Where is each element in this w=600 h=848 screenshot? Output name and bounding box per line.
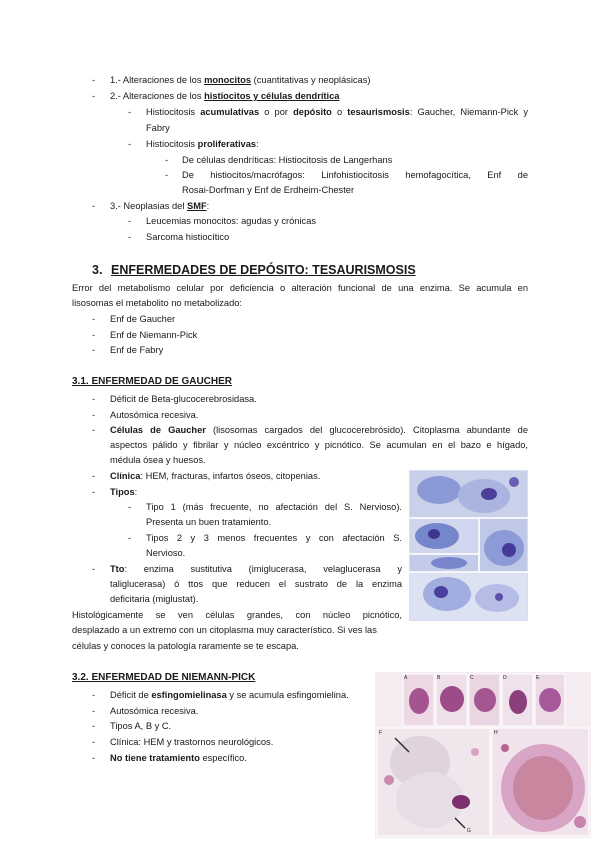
bullet: - (128, 216, 132, 226)
bullet: - (92, 201, 96, 211)
bullet: - (92, 737, 96, 747)
bullet: - (92, 564, 96, 574)
list-item: Enf de Niemann-Pick (110, 330, 198, 340)
bullet: - (92, 314, 96, 324)
niemann-deficit: Déficit de esfingomielinasa y se acumula esfingomielina. (110, 690, 349, 700)
gaucher-herencia: Autosómica recesiva. (110, 410, 199, 420)
section-number: 3. (92, 263, 103, 277)
niemann-micrograph (375, 672, 591, 838)
niemann-micrograph-svg (375, 672, 591, 838)
panel-label: H (494, 730, 498, 736)
gaucher-tipo-1: Tipo 1 (más frecuente, no afectación del S. Nervioso). (146, 502, 402, 512)
gaucher-celulas-cont: aspectos pálido y fibrilar y núcleo excéntrico y picnótico. Se acumulan en el bazo e hígado, (110, 440, 528, 450)
gaucher-tipo-2-3-cont: Nervioso. (146, 548, 186, 558)
list-item-3: 3.- Neoplasias del SMF: (110, 201, 210, 211)
term-monocitos: monocitos (204, 75, 252, 85)
gaucher-tto: Tto: enzima sustitutiva (imiglucerasa, velaglucerasa y (110, 564, 402, 574)
section-intro-line-2: lisosomas el metabolito no metabolizado: (72, 298, 243, 308)
panel-label: F (379, 730, 383, 736)
niemann-tratamiento: No tiene tratamiento específico. (110, 753, 247, 763)
niemann-tipos: Tipos A, B y C. (110, 721, 172, 731)
gaucher-tipo-1-cont: Presenta un buen tratamiento. (146, 517, 272, 527)
panel-label: E (536, 675, 540, 681)
bullet: - (92, 721, 96, 731)
list-item-leucemias: Leucemias monocitos: agudas y crónicas (146, 216, 317, 226)
gaucher-clinica: Clínica: HEM, fracturas, infartos óseos, citopenias. (110, 471, 321, 481)
bullet: - (128, 533, 132, 543)
bullet: - (128, 502, 132, 512)
gaucher-celulas-cont-2: médula ósea y huesos. (110, 455, 206, 465)
gaucher-histologia-cont-2: células y conoces la patología raramente se te escapa. (72, 641, 299, 651)
bullet: - (92, 690, 96, 700)
term-smf: SMF (187, 201, 207, 211)
niemann-heading: 3.2. ENFERMEDAD DE NIEMANN-PICK (72, 672, 256, 683)
list-item-macrofagos: De histiocitos/macrófagos: Linfohistiocitosis hemofagocítica, Enf de (182, 170, 528, 180)
bullet: - (165, 155, 169, 165)
bullet: - (92, 394, 96, 404)
gaucher-deficit: Déficit de Beta-glucocerebrosidasa. (110, 394, 257, 404)
gaucher-histologia-cont: desplazado a un extremo con un citoplasma muy característico. Si ves las (72, 625, 377, 635)
bullet: - (128, 232, 132, 242)
bullet: - (128, 139, 132, 149)
list-item-2: 2.- Alteraciones de los histiocitos y células dendrítica (110, 91, 340, 101)
list-item-2-sub-2: Histiocitosis proliferativas: (146, 139, 259, 149)
list-item-2-sub-1: Histiocitosis acumulativas o por depósito o tesaurismosis: Gaucher, Niemann-Pick y (146, 107, 528, 117)
list-item-2-sub-1-cont: Fabry (146, 123, 170, 133)
bullet: - (92, 345, 96, 355)
bullet: - (92, 706, 96, 716)
list-item-1: 1.- Alteraciones de los monocitos (cuantitativas y neoplásicas) (110, 75, 371, 85)
panel-label: C (470, 675, 474, 681)
gaucher-celulas: Células de Gaucher (lisosomas cargados del glucocerebrósido). Citoplasma abundante de (110, 425, 529, 435)
list-item-sarcoma: Sarcoma histiocítico (146, 232, 230, 242)
term-histiocitos: histiocitos y células dendrítica (204, 91, 340, 101)
list-item: Enf de Fabry (110, 345, 164, 355)
gaucher-tto-cont: taliglucerasa) ó ttos que reducen el sustrato de la enzima (110, 579, 402, 589)
bullet: - (92, 410, 96, 420)
bullet: - (92, 471, 96, 481)
section-intro-line-1: Error del metabolismo celular por deficiencia o alteración funcional de una enzima. Se acumula en (72, 283, 528, 293)
niemann-clinica: Clínica: HEM y trastornos neurológicos. (110, 737, 274, 747)
bullet: - (92, 330, 96, 340)
gaucher-tipo-2-3: Tipos 2 y 3 menos frecuentes y con afectación S. (146, 533, 402, 543)
gaucher-micrograph (409, 470, 528, 621)
panel-label: D (503, 675, 507, 681)
gaucher-micrograph-svg (409, 470, 528, 621)
list-item-langerhans: De células dendríticas: Histiocitosis de Langerhans (182, 155, 393, 165)
list-item: Enf de Gaucher (110, 314, 176, 324)
gaucher-tipos: Tipos: (110, 487, 138, 497)
niemann-herencia: Autosómica recesiva. (110, 706, 199, 716)
bullet: - (92, 487, 96, 497)
list-item-macrofagos-cont: Rosai-Dorfman y Enf de Erdheim-Chester (182, 185, 355, 195)
gaucher-tto-cont-2: deficitaria (miglustat). (110, 594, 199, 604)
panel-label: A (404, 675, 408, 681)
bullet: - (128, 107, 132, 117)
section-heading (92, 263, 416, 278)
gaucher-histologia: Histológicamente se ven células grandes, con núcleo picnótico, (72, 610, 402, 620)
bullet: - (92, 753, 96, 763)
bullet: - (92, 425, 96, 435)
bullet: - (165, 170, 169, 180)
bullet: - (92, 75, 96, 85)
panel-label: G (467, 828, 471, 834)
panel-label: B (437, 675, 441, 681)
bullet: - (92, 91, 96, 101)
section-title: ENFERMEDADES DE DEPÓSITO: TESAURISMOSIS (111, 263, 416, 277)
gaucher-heading: 3.1. ENFERMEDAD DE GAUCHER (72, 376, 233, 387)
